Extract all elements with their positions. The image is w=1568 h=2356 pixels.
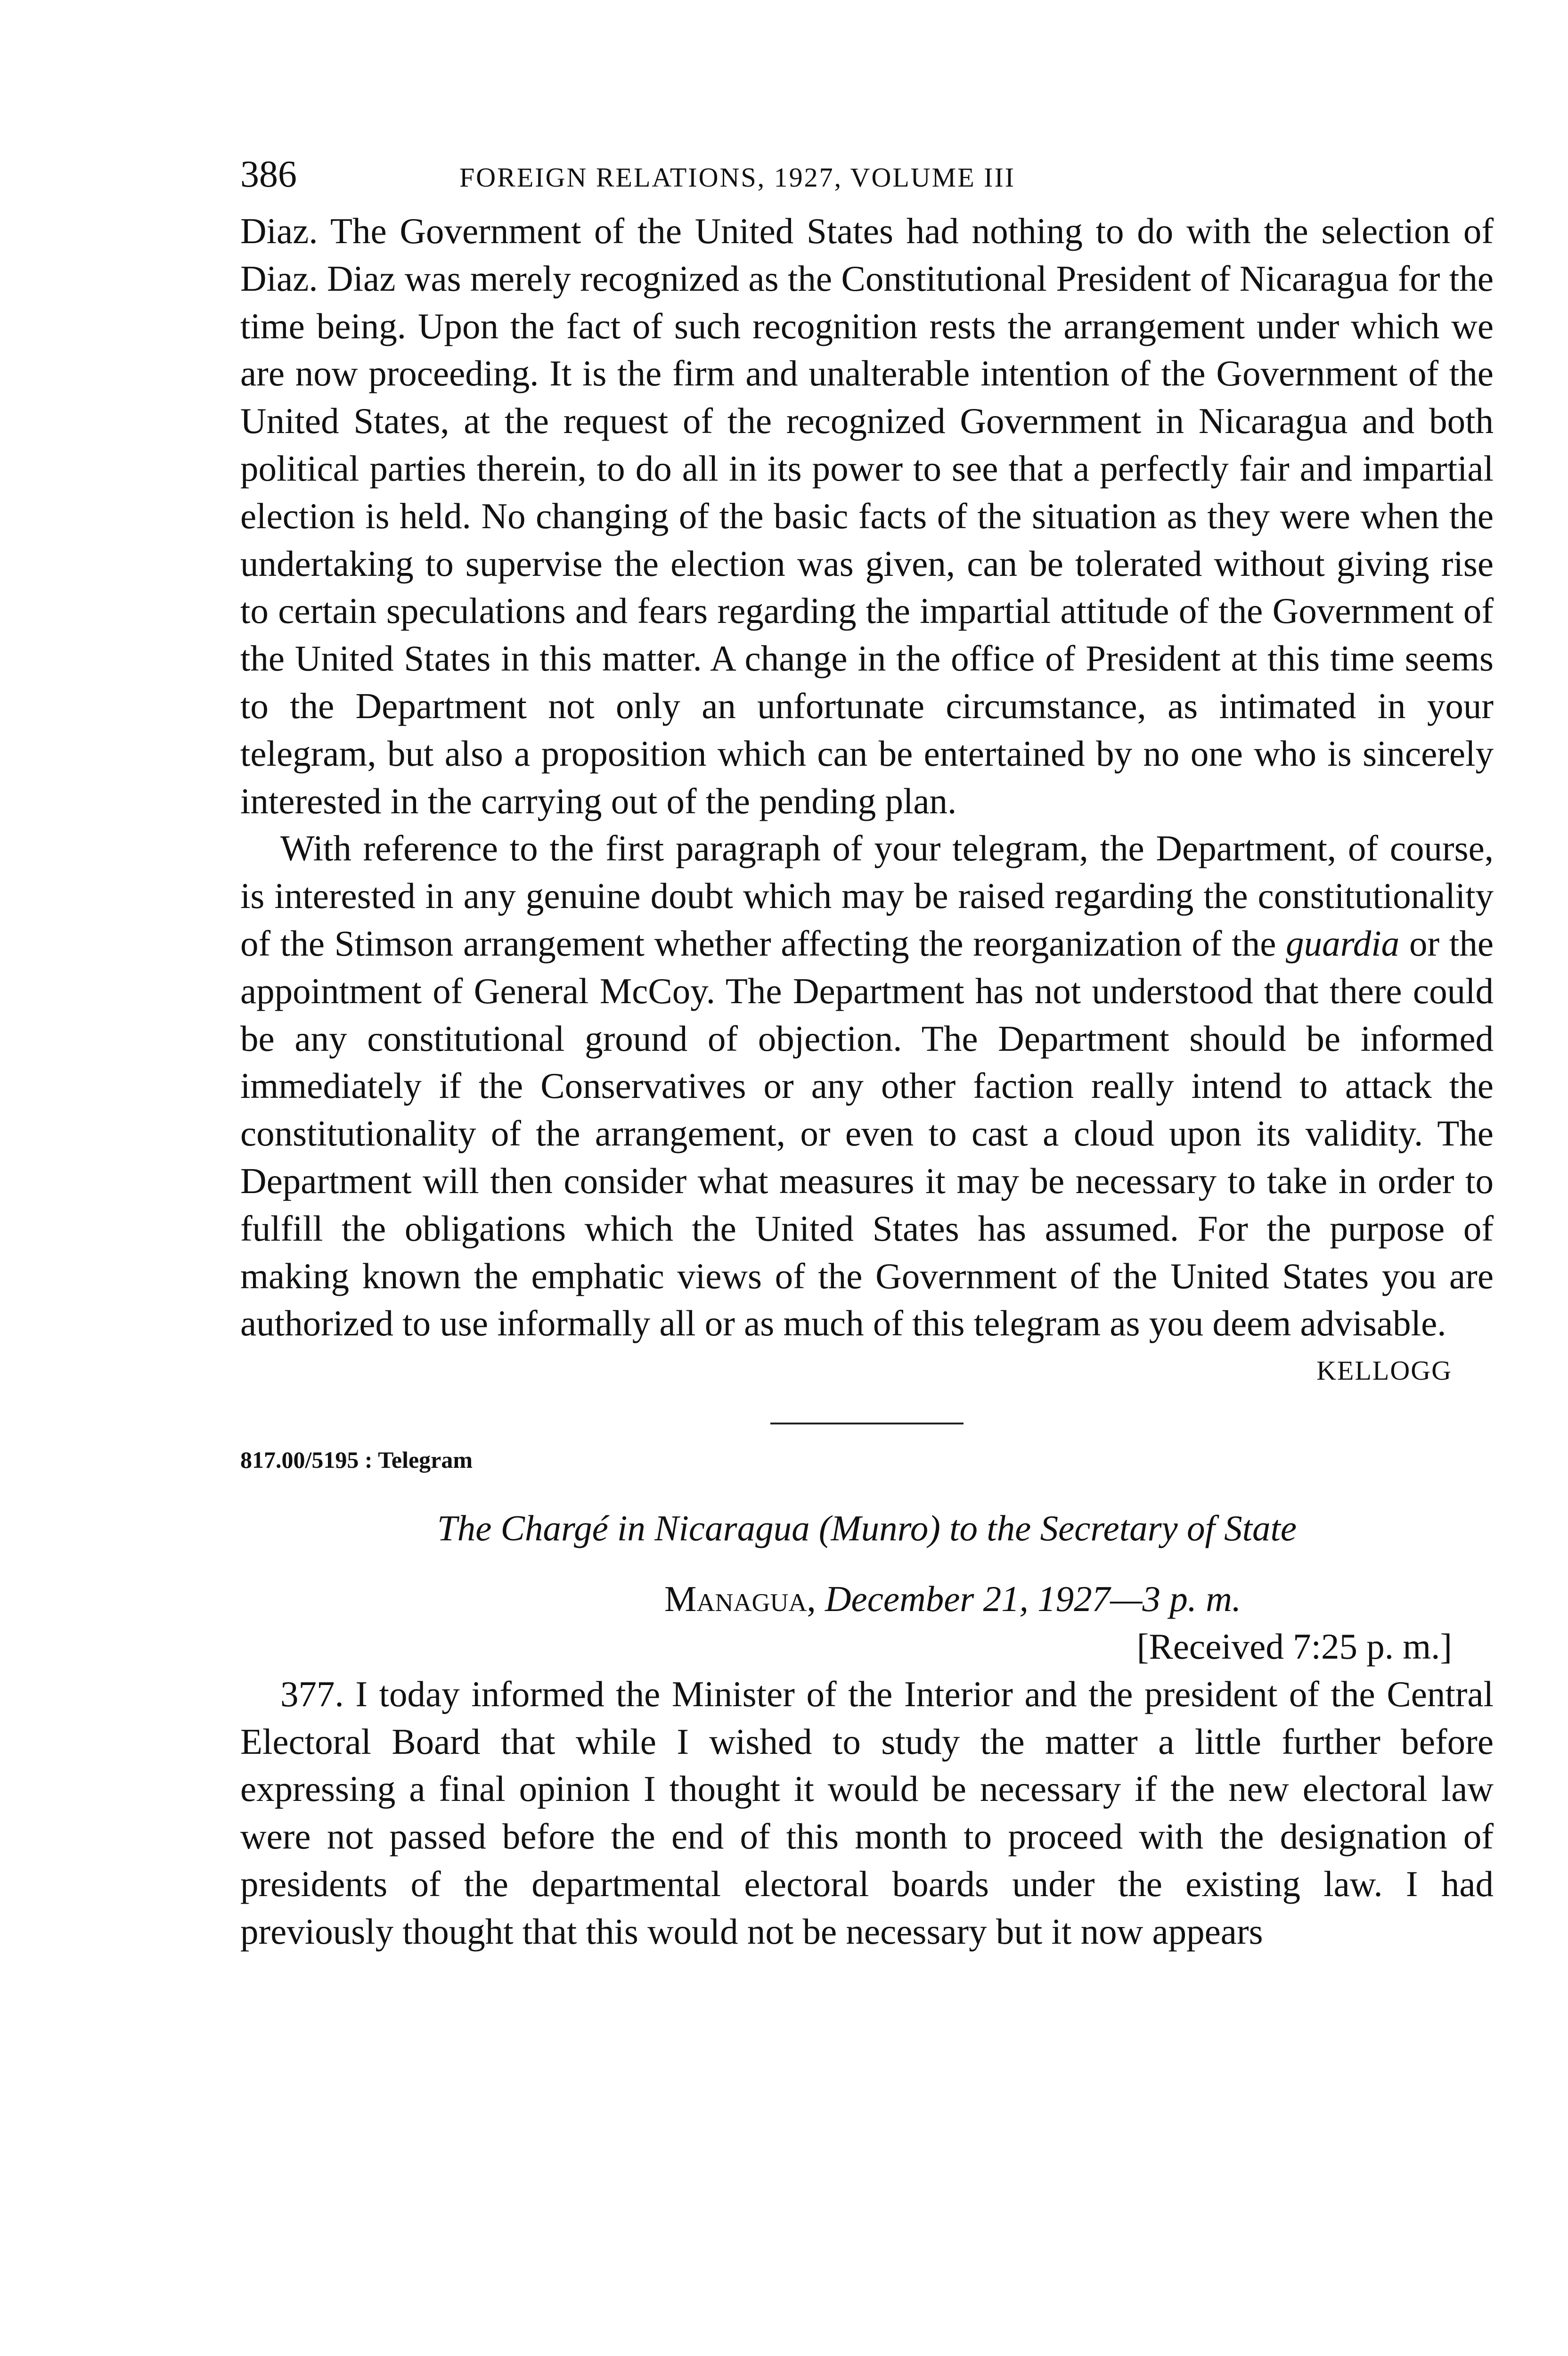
running-title: FOREIGN RELATIONS, 1927, VOLUME III [459, 162, 1016, 193]
running-header [240, 155, 1494, 207]
italic-term: guardia [1286, 923, 1400, 964]
file-reference: 817.00/5195 : Telegram [240, 1447, 473, 1473]
dateline [240, 1575, 1494, 1623]
paragraph: Diaz. The Government of the United States had nothing to do with the selection of Diaz. Diaz was merely recognized as the Constitutional President of Nicaragua for the time being. Upon the fact of such recognition rests the arrangement under which we are now proceeding. It is the firm and unalterable intention of the Government of the United States, at the request of the recognized Government in Nicaragua and both political parties therein, to do all in its power to see that a perfectly fair and impartial election is held. No changing of the basic facts of the situation as they were when the undertaking to supervise the election was given, can be tolerated without giving rise to certain speculations and fears regarding the impartial attitude of the Government of the United States in this matter. A change in the office of President at this time seems to the Department not only an unfortunate circumstance, as intimated in your telegram, but also a proposition which can be entertained by no one who is sincerely interested in the carrying out of the pending plan. [240, 211, 1494, 821]
paragraph-text: or the appointment of General McCoy. The Department has not understood that there could be any constitutional ground of objection. The Department should be informed immediately if the Conservatives or any other faction really intend to attack the constitutionality of the arrangement, or even to cast a cloud upon its validity. The Department will then consider what measures it may be necessary to take in order to fulfill the obligations which the United States has assumed. For the purpose of making known the emphatic views of the Government of the United States you are authorized to use informally all or as much of this telegram as you deem advisable. [240, 923, 1494, 1344]
dateline-date: December 21, 1927—3 p. m. [825, 1579, 1241, 1620]
document-heading: The Chargé in Nicaragua (Munro) to the Secretary of State [437, 1508, 1297, 1549]
signature: KELLOGG [1316, 1355, 1452, 1386]
paragraph: 377. I today informed the Minister of the Interior and the president of the Central Electoral Board that while I wished to study the matter a little further before expressing a final opinion I thought it would be necessary if the new electoral law were not passed before the end of this month to proceed with the designation of presidents of the departmental electoral boards under the existing law. I had previously thought that this would not be necessary but it now appears [240, 1673, 1494, 1952]
received-note: [Received 7:25 p. m.] [1136, 1626, 1452, 1667]
paragraph-text: With reference to the first paragraph of your telegram, the Department, of course, is interested in any genuine doubt which may be raised regarding the constitutionality of the Stimson arrangement whether affecting the reorganization of the [240, 828, 1494, 964]
section-divider [770, 1423, 964, 1424]
page-number: 386 [240, 154, 297, 195]
document-page [240, 155, 1494, 1955]
paragraph [240, 825, 1494, 1347]
dateline-place: Managua, [664, 1579, 816, 1620]
